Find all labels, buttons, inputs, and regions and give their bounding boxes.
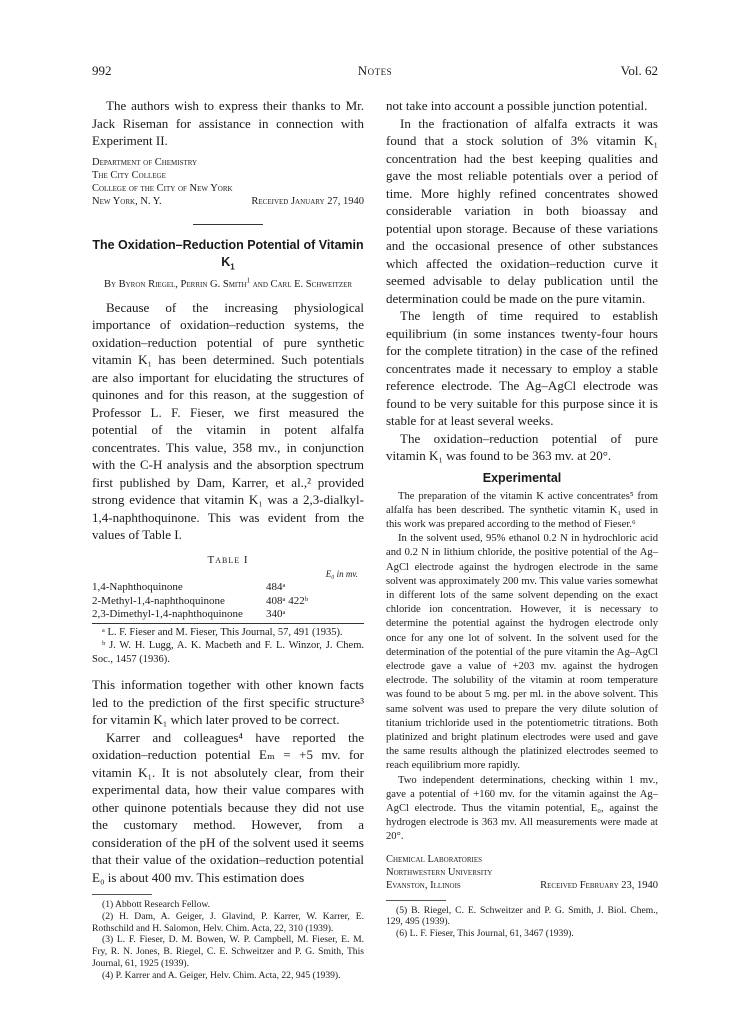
affiliation-line: Department of Chemistry [92, 156, 198, 168]
footnote: (2) H. Dam, A. Geiger, J. Glavind, P. Karrer, W. Karrer, E. Rothschild and H. Salomon, Helv. Chim. Acta, 22, 310 (1939). [92, 910, 364, 934]
footnotes-right [386, 905, 658, 940]
paragraph: In the solvent used, 95% ethanol 0.2 N in hydrochloric acid and 0.2 N in lithium chloride, the positive potential of the Ag–AgCl electrode against the hydrogen electrode in the same solvent was approximately 200 mv. This value varies somewhat in different lots of the same solvent depending on the exact chloride ion concentration. However, it is necessary to determine the potential against the hydrogen electrode only once for any one lot of solvent. In the solvent used for the determination of the potential of the pure vitamin the Ag–AgCl electrode gave a value of +203 mv. against the hydrogen electrode. The solubility of the vitamin at room temperature was found to be about 5 mg. per ml. in the above solvent. This same solvent was used to prepare the very dilute solution of titanium trichloride used in the potentiometric titrations. Both platinized and bright platinum electrodes were used and gave the same results although the platinized electrodes seemed to reach equilibrium more rapidly. [386, 533, 658, 772]
paragraph: Karrer and colleagues⁴ have reported the oxidation–reduction potential Eₘ = +5 mv. for vitamin K₁. It is not absolutely clear, from their experimental data, how their value compares with other quinone potentials because they did not use the customary method. However, from a consideration of the pH of the solvent used it seems that their value of the oxidation–reduction potential E₀ is about 400 mv. This estimation does [92, 729, 364, 885]
article-title [92, 237, 364, 271]
affiliation-line: Chemical Laboratories [386, 853, 483, 865]
table-row [92, 595, 364, 609]
page-number: 992 [92, 63, 112, 78]
page-header [92, 63, 658, 81]
table-caption: Table I [207, 553, 249, 566]
article-divider [193, 224, 263, 225]
compound-potential: 340ᵃ [258, 608, 364, 623]
byline-footnote-mark: 1 [246, 276, 251, 284]
byline-authors-b: and Carl E. Schweitzer [250, 278, 353, 290]
potential-table [92, 568, 364, 624]
paragraph: Two independent determinations, checking within 1 mv., gave a potential of +160 mv. for the vitamin against the Ag–AgCl electrode. Thus the vitamin potential, E₀, against the hydrogen electrode is 363 mv. All measurements were made at 20°. [386, 774, 658, 843]
received-date: Received January 27, 1940 [251, 195, 364, 207]
experimental-heading: Experimental [482, 470, 562, 485]
paragraph: Because of the increasing physiological importance of oxidation–reduction systems, the oxidation–reduction potential of pure synthetic vitamin K₁ has been determined. Such potentials are also important for elucidating the structures of quinones and for this reason, at the suggestion of Professor L. F. Fieser, we first measured the potential of the vitamin in potent alfalfa concentrates. This value, 358 mv., in conjunction with the C-H analysis and the absorption spectrum first published by Dam, Karrer, et al.,² provided strong evidence that vitamin K₁ was a 2,3-dialkyl-1,4-naphthoquinone. This was evident from the values of Table I. [92, 299, 364, 542]
footnote: (3) L. F. Fieser, D. M. Bowen, W. P. Campbell, M. Fieser, E. M. Fry, R. N. Jones, B. Riegel, C. E. Schweitzer and P. G. Smith, This Journal, 61, 1925 (1939). [92, 934, 364, 969]
footnotes-left [92, 899, 364, 982]
footnote: (1) Abbott Research Fellow. [102, 899, 211, 910]
paragraph: In the fractionation of alfalfa extracts it was found that a stock solution of 3% vitamin K₁ concentration had the best keeping qualities and gave the most reliable potentials over a period of time. More highly refined concentrates showed considerable variation in both bioassay and potential upon storage. Because of these variations and the occasional presence of other substances which affected the oxidation–reduction curve it seemed advisable to delay publication until the determination could be made on the pure vitamin. [386, 115, 658, 306]
affiliation-line [92, 195, 364, 208]
paragraph: The preparation of the vitamin K active concentrates⁵ from alfalfa has been described. The synthetic vitamin K₁ used in this work was prepared according to the method of Fieser.⁶ [386, 490, 658, 530]
affiliation-line: Northwestern University [386, 866, 493, 878]
affiliation-city: Evanston, Illinois [386, 879, 461, 891]
section-name: Notes [357, 63, 393, 78]
compound-potential: 408ᵃ 422ᵇ [266, 594, 309, 607]
table-notes [92, 626, 364, 667]
affiliation-city: New York, N. Y. [92, 195, 162, 207]
paragraph: This information together with other known facts led to the prediction of the first specific structure³ for vitamin K₁ which later proved to be correct. [92, 677, 364, 727]
affiliation-line: The City College [92, 169, 166, 181]
table-header-blank [92, 568, 258, 582]
paragraph: The length of time required to establish equilibrium (in some instances twenty-four hours for the complete titration) in the case of the refined concentrates made it necessary to employ a stable reference electrode. The Ag–AgCl electrode was found to be very suitable for this purpose since it is stable for at least several weeks. [386, 308, 658, 428]
footnote: (5) B. Riegel, C. E. Schweitzer and P. G. Smith, J. Biol. Chem., 129, 495 (1939). [386, 904, 658, 928]
title-subscript: 1 [230, 262, 235, 271]
title-k: K [221, 254, 231, 269]
table-note: ᵇ J. W. H. Lugg, A. K. Macbeth and F. L. Winzor, J. Chem. Soc., 1457 (1936). [92, 640, 364, 665]
compound-potential: 484ᵃ [266, 581, 286, 593]
table-header-row [92, 568, 364, 582]
compound-name: 2,3-Dimethyl-1,4-naphthoquinone [92, 608, 258, 623]
title-line: The Oxidation–Reduction Potential of Vitamin [92, 237, 364, 252]
table-row [92, 608, 364, 623]
paragraph: The oxidation–reduction potential of pure vitamin K₁ was found to be 363 mv. at 20°. [386, 430, 658, 463]
compound-name: 2-Methyl-1,4-naphthoquinone [92, 594, 225, 607]
footnote: (4) P. Karrer and A. Geiger, Helv. Chim. Acta, 22, 945 (1939). [102, 969, 341, 981]
affiliation-block [386, 853, 658, 892]
right-column [386, 97, 658, 940]
left-column [92, 97, 364, 982]
table-column-header: E₀ in mv. [325, 568, 358, 579]
received-date: Received February 23, 1940 [540, 879, 658, 891]
byline-authors-a: By Byron Riegel, Perrin G. Smith [103, 278, 247, 290]
table-row [92, 581, 364, 595]
compound-name: 1,4-Naphthoquinone [92, 581, 183, 593]
paragraph: not take into account a possible junction potential. [386, 98, 648, 113]
footnote-divider [92, 894, 152, 895]
affiliation-block [92, 156, 364, 208]
footnote-divider [386, 900, 446, 901]
table-note: ᵃ L. F. Fieser and M. Fieser, This Journal, 57, 491 (1935). [102, 626, 343, 638]
byline [92, 278, 364, 291]
volume-number: Vol. 62 [620, 63, 658, 78]
acknowledgment: The authors wish to express their thanks to Mr. Jack Riseman for assistance in connection with Experiment II. [92, 98, 364, 148]
title-line-2 [92, 254, 364, 271]
affiliation-line [386, 879, 658, 892]
affiliation-line: College of the City of New York [92, 182, 233, 194]
footnote: (6) L. F. Fieser, This Journal, 61, 3467 (1939). [396, 928, 574, 940]
